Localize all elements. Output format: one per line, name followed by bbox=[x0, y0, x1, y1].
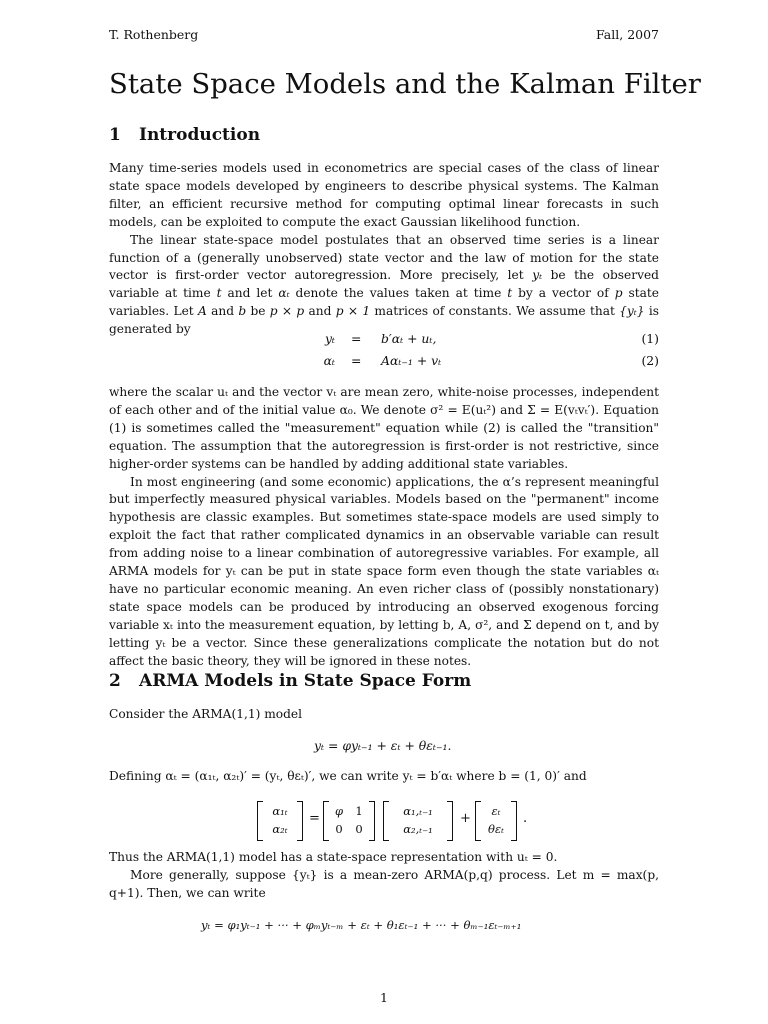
matrix-equals: = bbox=[309, 811, 320, 826]
equation-1-number: (1) bbox=[641, 331, 659, 346]
intro-paragraphs-continued bbox=[109, 384, 659, 671]
equation-2-number: (2) bbox=[641, 353, 659, 368]
equation-2-equals: = bbox=[351, 353, 362, 368]
equation-2 bbox=[109, 353, 659, 371]
equation-2-lhs: αₜ bbox=[323, 353, 335, 368]
matrix-lhs-2: α₂ₜ bbox=[272, 822, 288, 836]
matrix-noise-2: θεₜ bbox=[488, 822, 504, 836]
intro-paragraphs bbox=[109, 160, 659, 339]
matrix-lag-1: α₁,ₜ₋₁ bbox=[403, 804, 433, 818]
arma-paragraphs bbox=[109, 849, 659, 903]
section-title: Introduction bbox=[139, 125, 261, 145]
arma-paragraph-1: Consider the ARMA(1,1) model bbox=[109, 707, 303, 721]
equation-2-rhs: Aαₜ₋₁ + vₜ bbox=[381, 353, 442, 368]
bracket-left bbox=[323, 801, 329, 841]
matrix-noise-1: εₜ bbox=[491, 804, 501, 818]
matrix-period: . bbox=[523, 811, 528, 826]
section-heading-arma bbox=[109, 671, 471, 691]
header-author: T. Rothenberg bbox=[109, 27, 199, 42]
matrix-plus: + bbox=[460, 811, 471, 826]
bracket-right bbox=[447, 801, 453, 841]
bracket-right bbox=[369, 801, 375, 841]
arma-paragraph-2: Defining αₜ = (α₁ₜ, α₂ₜ)′ = (yₜ, θεₜ)′, we can write yₜ = b′αₜ where b = (1, 0)′ and bbox=[109, 769, 587, 783]
section-title: ARMA Models in State Space Form bbox=[139, 671, 472, 691]
matrix-lag-2: α₂,ₜ₋₁ bbox=[403, 822, 433, 836]
arma-pq-equation: yₜ = φ₁yₜ₋₁ + ··· + φₘyₜ₋ₘ + εₜ + θ₁εₜ₋₁ + ··· + θₘ₋₁εₜ₋ₘ₊₁ bbox=[201, 918, 522, 932]
arma11-equation: yₜ = φyₜ₋₁ + εₜ + θεₜ₋₁. bbox=[314, 738, 452, 753]
arma-paragraph-3: Thus the ARMA(1,1) model has a state-space representation with uₜ = 0. bbox=[109, 850, 558, 864]
matrix-a-22: 0 bbox=[355, 822, 363, 836]
equation-1 bbox=[109, 331, 659, 349]
state-transition-matrix-equation bbox=[257, 801, 557, 843]
equation-1-rhs: b′αₜ + uₜ, bbox=[381, 331, 437, 346]
equation-1-lhs: yₜ bbox=[324, 331, 335, 346]
section-number: 2 bbox=[109, 671, 121, 691]
matrix-lhs-1: α₁ₜ bbox=[272, 804, 288, 818]
intro-paragraph-3: where the scalar uₜ and the vector vₜ are mean zero, white-noise processes, independent of each other and of the initial value α₀. We denote σ² = E(uₜ²) and Σ = E(vₜvₜ′). Equation (1) is sometimes called the "measurement" equation while (2) is called the "transition" equation. The assumption that the autoregression is first-order is not restrictive, since higher-order systems can be handled by adding additional state variables. bbox=[109, 385, 659, 471]
matrix-a-21: 0 bbox=[335, 822, 343, 836]
bracket-right bbox=[297, 801, 303, 841]
section-heading-introduction bbox=[109, 125, 260, 145]
matrix-a-11: φ bbox=[334, 804, 344, 818]
arma-paragraph-4: More generally, suppose {yₜ} is a mean-zero ARMA(p,q) process. Let m = max(p, q+1). Then, we can write bbox=[109, 867, 659, 900]
bracket-right bbox=[511, 801, 517, 841]
intro-paragraph-2: The linear state-space model postulates that an observed time series is a linear function of a (generally unobserved) state vector and the law of motion for the state vector is first-order vector autoregression. More precisely, let yₜ be the observed variable at time t and let αₜ denote the values taken at time t by a vector of p state variables. Let A and b be p × p and p × 1 matrices of constants. We assume that {yₜ} is generated by bbox=[109, 232, 660, 337]
equation-1-equals: = bbox=[351, 331, 362, 346]
document-title: State Space Models and the Kalman Filter bbox=[109, 68, 701, 100]
intro-paragraph-1: Many time-series models used in econometrics are special cases of the class of linear state space models developed by engineers to describe physical systems. The Kalman filter, an efficient recursive method for computing optimal linear forecasts in such models, can be exploited to compute the exact Gaussian likelihood function. bbox=[109, 161, 659, 229]
matrix-a-12: 1 bbox=[355, 804, 363, 818]
intro-paragraph-4: In most engineering (and some economic) applications, the α’s represent meaningful but imperfectly measured physical variables. Models based on the "permanent" income hypothesis are classic examples. But sometimes state-space models are used simply to exploit the fact that rather complicated dynamics in an observable variable can result from adding noise to a linear combination of autoregressive variables. For example, all ARMA models for yₜ can be put in state space form even though the state variables αₜ have no particular economic meaning. An even richer class of (possibly nonstationary) state space models can be produced by introducing an observed exogenous forcing variable xₜ into the measurement equation, by letting b, A, σ², and Σ depend on t, and by letting yₜ be a vector. Since these generalizations complicate the notation but do not affect the basic theory, they will be ignored in these notes. bbox=[109, 474, 659, 668]
section-number: 1 bbox=[109, 125, 121, 145]
header-term: Fall, 2007 bbox=[595, 27, 659, 42]
page-number: 1 bbox=[380, 990, 388, 1005]
